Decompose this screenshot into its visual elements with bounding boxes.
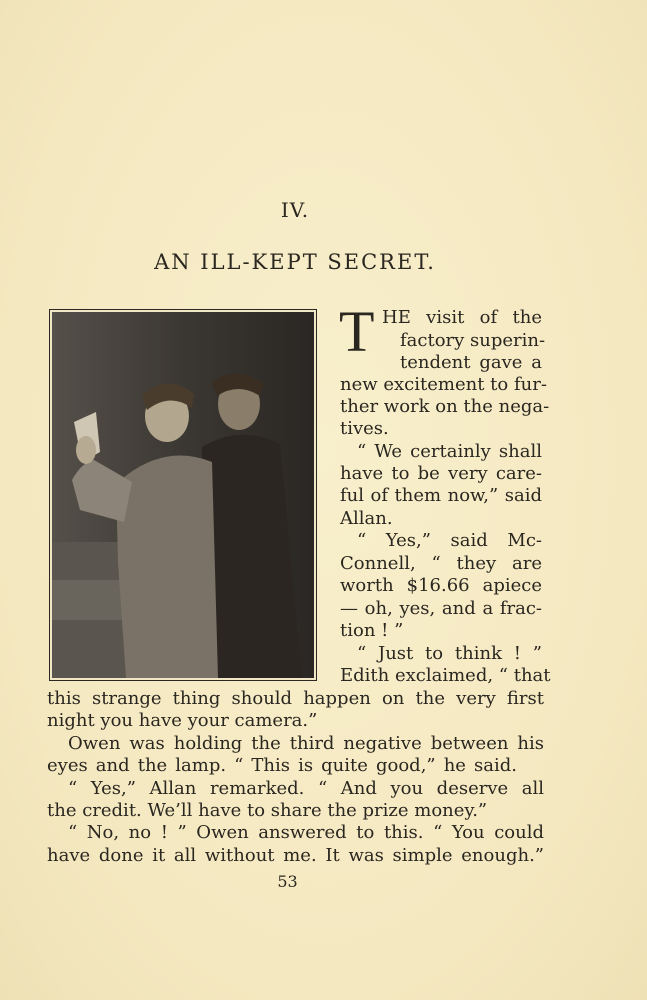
text-line: — oh, yes, and a frac- (340, 598, 542, 619)
text-line: Allan. (340, 508, 393, 529)
text-line: “ Yes,” Allan remarked. “ And you deserve all (68, 778, 544, 799)
text-line: factory superin- (400, 330, 546, 351)
text-line: have done it all without me. It was simple enough.” (47, 845, 544, 866)
text-line: this strange thing should happen on the very first (47, 688, 544, 709)
text-line: tion ! ” (340, 620, 404, 641)
text-line: “ Yes,” said Mc- (357, 530, 542, 551)
chapter-number: IV. (280, 198, 310, 222)
page-number: 53 (277, 872, 298, 891)
text-line: eyes and the lamp. “ This is quite good,” he said. (47, 755, 517, 776)
text-line: have to be very care- (340, 463, 542, 484)
text-line: Edith exclaimed, “ that (340, 665, 551, 686)
text-line: “ No, no ! ” Owen answered to this. “ You could (68, 822, 544, 843)
photo-image (52, 312, 314, 678)
text-line: ful of them now,” said (340, 485, 542, 506)
text-line: “ Just to think ! ” (357, 643, 542, 664)
drop-cap: T (339, 299, 375, 364)
photograph-illustration (49, 309, 317, 681)
text-line: HE visit of the (382, 307, 542, 328)
text-line: “ We certainly shall (357, 441, 542, 462)
text-line: tendent gave a (400, 352, 542, 373)
text-line: new excitement to fur- (340, 374, 547, 395)
text-line: tives. (340, 418, 389, 439)
text-line: worth $16.66 apiece (340, 575, 542, 596)
text-line: Connell, “ they are (340, 553, 542, 574)
text-line: night you have your camera.” (47, 710, 318, 731)
photo-drawing (52, 312, 314, 678)
chapter-title: AN ILL-KEPT SECRET. (154, 250, 436, 274)
text-line: Owen was holding the third negative between his (68, 733, 544, 754)
text-line: ther work on the nega- (340, 396, 550, 417)
text-line: the credit. We’ll have to share the prize money.” (47, 800, 488, 821)
